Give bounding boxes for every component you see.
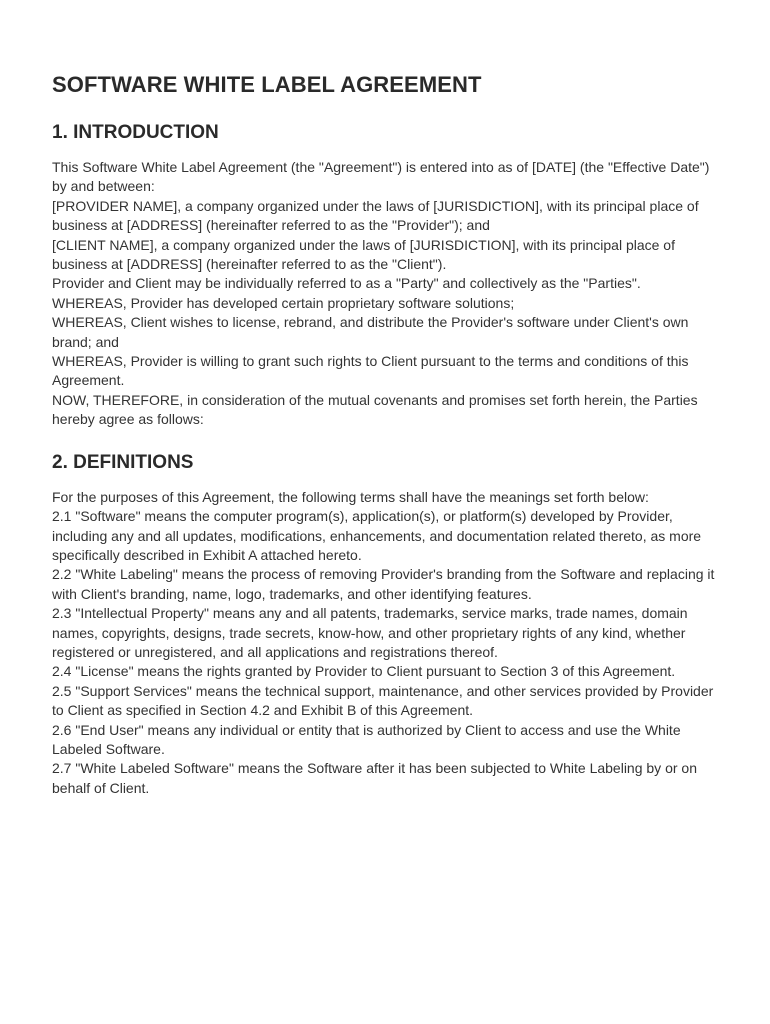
client-paragraph: [CLIENT NAME], a company organized under the laws of [JURISDICTION], with its principal place of business at [ADDRESS] (hereinafter referred to as the "Client"). <box>52 236 675 273</box>
document-page <box>52 70 722 798</box>
whereas-paragraph-2: WHEREAS, Client wishes to license, rebrand, and distribute the Provider's software under Client's own brand; and <box>52 314 689 350</box>
section-introduction <box>52 120 722 430</box>
definition-support-services: 2.5 "Support Services" means the technical support, maintenance, and other services provided by Provider to Client as specified in Section 4.2 and Exhibit B of this Agreement. <box>52 682 714 719</box>
section-definitions <box>52 450 722 799</box>
parties-paragraph: Provider and Client may be individually referred to as a "Party" and collectively as the "Parties". <box>52 275 641 292</box>
now-therefore-paragraph: NOW, THEREFORE, in consideration of the mutual covenants and promises set forth herein, the Parties hereby agree as follows: <box>52 391 698 428</box>
intro-paragraph: This Software White Label Agreement (the "Agreement") is entered into as of [DATE] (the "Effective Date") by and between: <box>52 159 710 195</box>
section-heading-introduction: 1. INTRODUCTION <box>52 122 219 143</box>
definition-white-labeling: 2.2 "White Labeling" means the process of removing Provider's branding from the Software and replacing it with Client's branding, name, logo, trademarks, and other identifying features. <box>52 566 715 602</box>
provider-paragraph: [PROVIDER NAME], a company organized under the laws of [JURISDICTION], with its principal place of business at [ADDRESS] (hereinafter referred to as the "Provider"); and <box>52 197 699 234</box>
definition-end-user: 2.6 "End User" means any individual or entity that is authorized by Client to access and use the White Labeled Software. <box>52 721 681 757</box>
definition-intellectual-property: 2.3 "Intellectual Property" means any and all patents, trademarks, service marks, trade names, domain names, copyrights, designs, trade secrets, know-how, and other proprietary rights of any kind, whether registered or unregistered, and all applications and registrations thereof. <box>52 605 688 660</box>
whereas-paragraph-3: WHEREAS, Provider is willing to grant such rights to Client pursuant to the terms and conditions of this Agreement. <box>52 353 689 389</box>
definition-software: 2.1 "Software" means the computer program(s), application(s), or platform(s) developed by Provider, including any and all updates, modifications, enhancements, and documentation related thereto, as more specifically described in Exhibit A attached hereto. <box>52 508 702 563</box>
section-heading-definitions: 2. DEFINITIONS <box>52 451 194 473</box>
definition-white-labeled-software: 2.7 "White Labeled Software" means the Software after it has been subjected to White Labeling by or on behalf of Client. <box>52 760 697 796</box>
definitions-intro-paragraph: For the purposes of this Agreement, the following terms shall have the meanings set forth below: <box>52 488 649 505</box>
document-title: SOFTWARE WHITE LABEL AGREEMENT <box>52 72 482 97</box>
whereas-paragraph-1: WHEREAS, Provider has developed certain proprietary software solutions; <box>52 294 515 311</box>
definition-license: 2.4 "License" means the rights granted by Provider to Client pursuant to Section 3 of this Agreement. <box>52 663 676 680</box>
